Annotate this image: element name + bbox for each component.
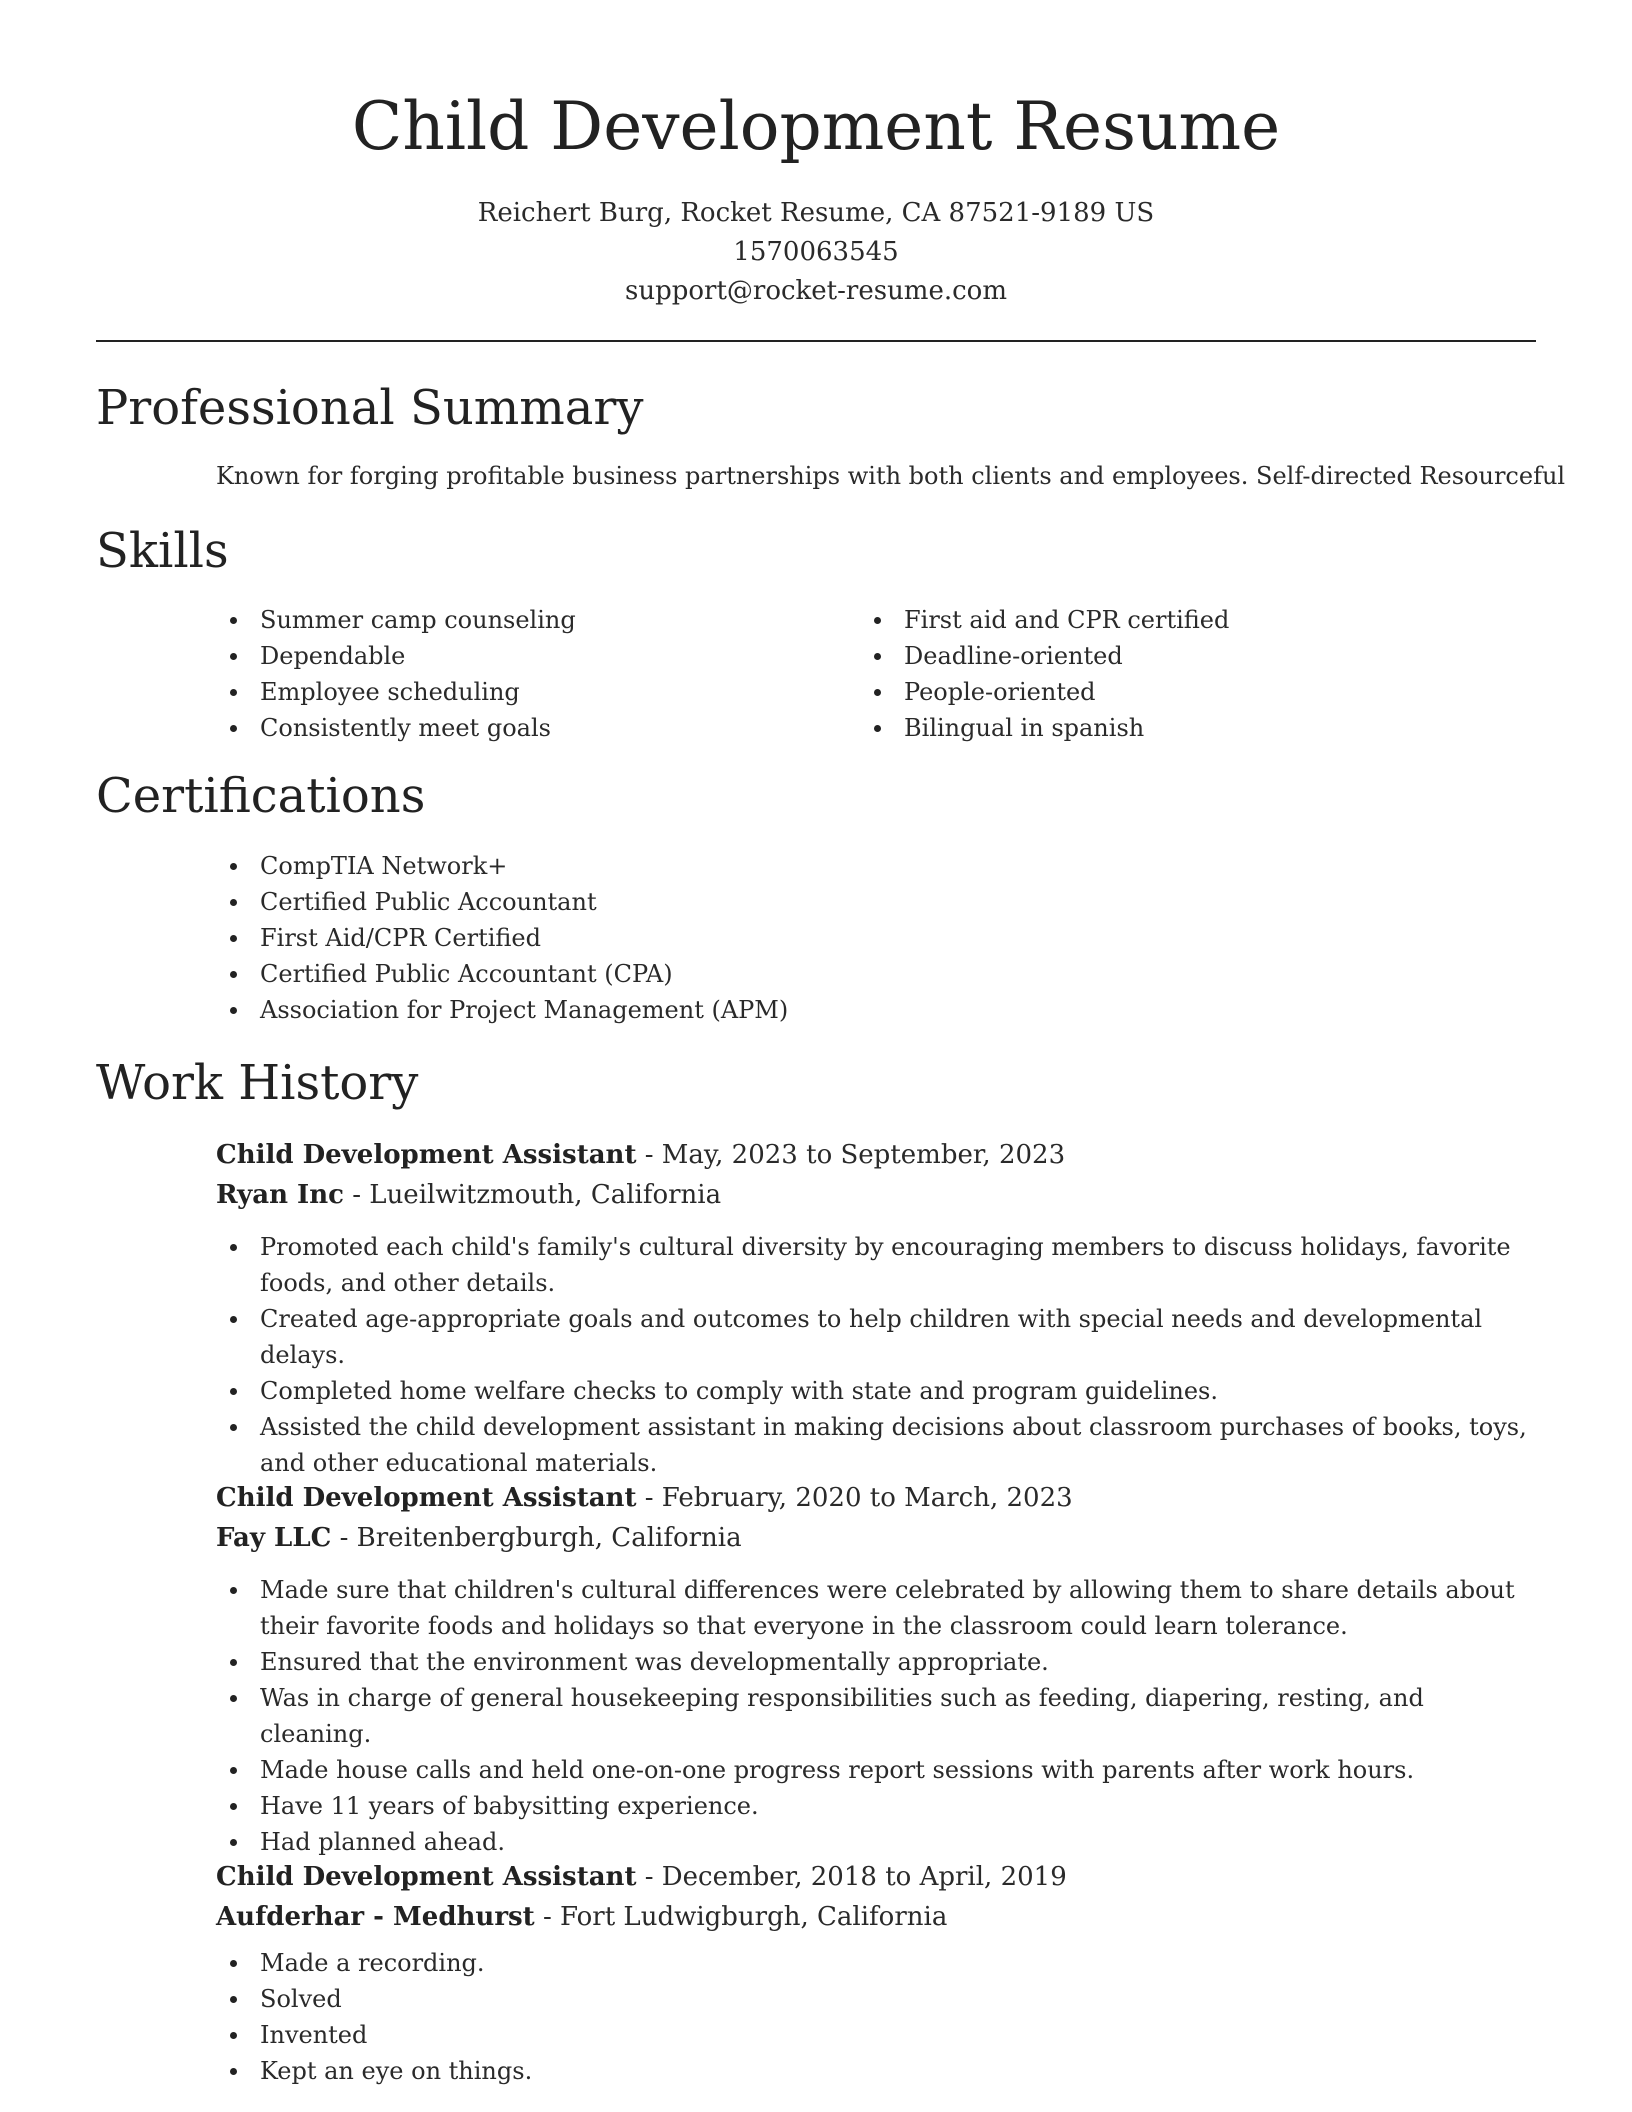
- job-dates: December, 2018 to April, 2019: [661, 1862, 1067, 1892]
- job-dates: May, 2023 to September, 2023: [661, 1140, 1066, 1170]
- contact-email: support@rocket-resume.com: [624, 276, 1007, 306]
- job-title-line: [216, 1857, 1536, 1897]
- skill-item: Deadline-oriented: [860, 638, 1480, 674]
- skill-item: Dependable: [216, 638, 836, 674]
- job-bullets: [216, 1945, 1536, 2089]
- job-entry: [216, 1478, 1536, 1860]
- job-title: Child Development Assistant: [216, 1862, 637, 1892]
- certification-item: CompTIA Network+: [216, 848, 1536, 884]
- job-entry: [216, 1135, 1536, 1481]
- job-separator: -: [331, 1523, 357, 1553]
- job-company-line: [216, 1518, 1536, 1558]
- skill-item: People-oriented: [860, 674, 1480, 710]
- job-separator: -: [343, 1180, 370, 1210]
- skill-item: Employee scheduling: [216, 674, 836, 710]
- job-bullet: Made a recording.: [216, 1945, 1536, 1981]
- job-bullet: Made house calls and held one-on-one progress report sessions with parents after work hours.: [216, 1752, 1536, 1788]
- job-company: Aufderhar - Medhurst: [216, 1902, 535, 1932]
- certification-item: Association for Project Management (APM): [216, 992, 1536, 1028]
- contact-address: Reichert Burg, Rocket Resume, CA 87521-9189 US: [477, 198, 1155, 228]
- job-bullet: Kept an eye on things.: [216, 2053, 1536, 2089]
- job-separator: -: [636, 1862, 662, 1892]
- resume-title: Child Development Resume: [351, 88, 1281, 165]
- resume-header: [0, 0, 1632, 311]
- job-bullet: Ensured that the environment was developmentally appropriate.: [216, 1644, 1536, 1680]
- job-separator: -: [534, 1902, 561, 1932]
- skill-item: Summer camp counseling: [216, 602, 836, 638]
- job-bullets: [216, 1572, 1536, 1860]
- job-company: Ryan Inc: [216, 1180, 344, 1210]
- job-bullet: Solved: [216, 1981, 1536, 2017]
- job-separator: -: [636, 1483, 662, 1513]
- summary-text: Known for forging profitable business partnerships with both clients and employees. Self-directed Resourceful: [216, 462, 1566, 490]
- skill-item: Bilingual in spanish: [860, 710, 1480, 746]
- job-bullet: Created age-appropriate goals and outcomes to help children with special needs and developmental delays.: [216, 1301, 1536, 1373]
- contact-block: [0, 194, 1632, 311]
- job-company-line: [216, 1175, 1536, 1215]
- certification-item: Certified Public Accountant (CPA): [216, 956, 1536, 992]
- skills-list-right: [860, 602, 1480, 746]
- certification-item: First Aid/CPR Certified: [216, 920, 1536, 956]
- summary-heading: Professional Summary: [96, 380, 644, 436]
- job-separator: -: [636, 1140, 662, 1170]
- job-bullet: Was in charge of general housekeeping responsibilities such as feeding, diapering, resting, and cleaning.: [216, 1680, 1536, 1752]
- job-location: Lueilwitzmouth, California: [369, 1180, 722, 1210]
- job-bullet: Completed home welfare checks to comply with state and program guidelines.: [216, 1373, 1536, 1409]
- job-title-line: [216, 1478, 1536, 1518]
- job-company: Fay LLC: [216, 1523, 332, 1553]
- job-location: Breitenbergburgh, California: [356, 1523, 742, 1553]
- job-bullets: [216, 1229, 1536, 1481]
- contact-phone: 1570063545: [733, 237, 899, 267]
- job-bullet: Assisted the child development assistant in making decisions about classroom purchases of books, toys, and other educational materials.: [216, 1409, 1536, 1481]
- skill-item: First aid and CPR certified: [860, 602, 1480, 638]
- skill-item: Consistently meet goals: [216, 710, 836, 746]
- work-history-heading: Work History: [96, 1055, 419, 1111]
- job-bullet: Had planned ahead.: [216, 1824, 1536, 1860]
- job-bullet: Promoted each child's family's cultural diversity by encouraging members to discuss holidays, favorite foods, and other details.: [216, 1229, 1536, 1301]
- certifications-heading: Certifications: [96, 768, 426, 824]
- header-divider: [96, 340, 1536, 342]
- job-title: Child Development Assistant: [216, 1483, 637, 1513]
- certification-item: Certified Public Accountant: [216, 884, 1536, 920]
- skills-list-left: [216, 602, 836, 746]
- certifications-list: [216, 848, 1536, 1028]
- job-title-line: [216, 1135, 1536, 1175]
- job-bullet: Have 11 years of babysitting experience.: [216, 1788, 1536, 1824]
- job-bullet: Invented: [216, 2017, 1536, 2053]
- job-dates: February, 2020 to March, 2023: [661, 1483, 1073, 1513]
- job-bullet: Made sure that children's cultural differences were celebrated by allowing them to share details about their favorite foods and holidays so that everyone in the classroom could learn tolerance.: [216, 1572, 1536, 1644]
- job-title: Child Development Assistant: [216, 1140, 637, 1170]
- job-location: Fort Ludwigburgh, California: [560, 1902, 948, 1932]
- skills-heading: Skills: [96, 523, 229, 579]
- job-company-line: [216, 1897, 1536, 1937]
- job-entry: [216, 1857, 1536, 2089]
